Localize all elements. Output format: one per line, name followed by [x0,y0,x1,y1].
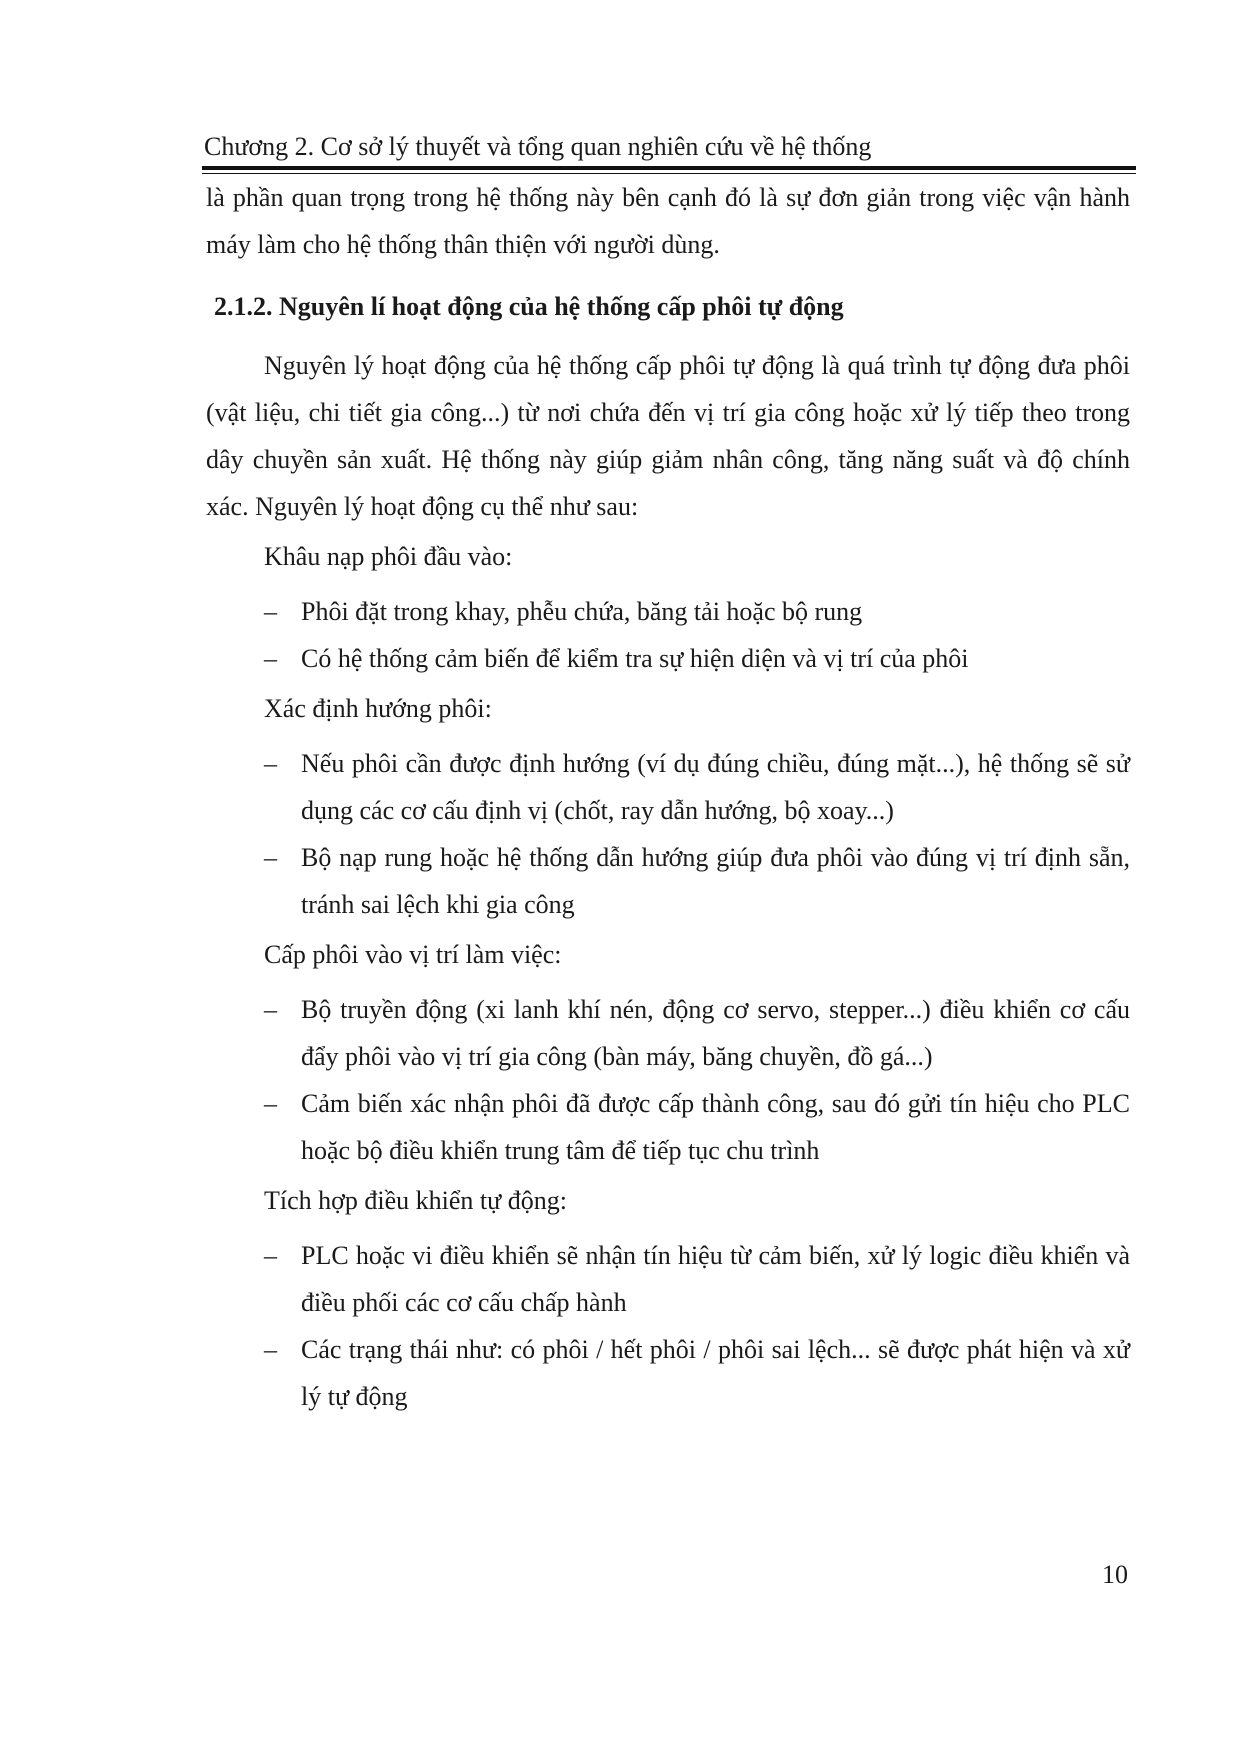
list-item [206,1232,1130,1326]
bullet-list [206,986,1130,1174]
bullet-dash: – [264,1089,277,1118]
intro-paragraph: Nguyên lý hoạt động của hệ thống cấp phôi tự động là quá trình tự động đưa phôi (vật liệu, chi tiết gia công...) từ nơi chứa đến vị trí gia công hoặc xử lý tiếp theo trong dây chuyền sản xuất. Hệ thống này giúp giảm nhân công, tăng năng suất và độ chính xác. Nguyên lý hoạt động cụ thể như sau: [206,351,1130,521]
list-item [206,834,1130,928]
list-item-text: PLC hoặc vi điều khiển sẽ nhận tín hiệu từ cảm biến, xử lý logic điều khiển và điều phối các cơ cấu chấp hành [301,1241,1130,1317]
bullet-dash: – [264,597,277,626]
group-title: Xác định hướng phôi: [264,694,492,723]
list-item [206,635,1130,682]
list-item-text: Phôi đặt trong khay, phễu chứa, băng tải hoặc bộ rung [301,597,863,626]
bullet-list [206,740,1130,928]
list-item [206,1080,1130,1174]
bullet-list [206,588,1130,682]
continuation-paragraph: là phần quan trọng trong hệ thống này bên cạnh đó là sự đơn giản trong việc vận hành máy làm cho hệ thống thân thiện với người dùng. [206,183,1130,259]
group-title: Cấp phôi vào vị trí làm việc: [264,940,562,969]
bullet-dash: – [264,749,277,778]
chapter-header: Chương 2. Cơ sở lý thuyết và tổng quan nghiên cứu về hệ thống [204,132,872,161]
bullet-dash: – [264,843,277,872]
list-item-text: Bộ truyền động (xi lanh khí nén, động cơ servo, stepper...) điều khiển cơ cấu đẩy phôi vào vị trí gia công (bàn máy, băng chuyền, đồ gá...) [301,995,1130,1071]
list-item [206,588,1130,635]
bullet-dash: – [264,1335,277,1364]
list-item-text: Các trạng thái như: có phôi / hết phôi / phôi sai lệch... sẽ được phát hiện và xử lý tự động [301,1335,1130,1411]
section-heading: 2.1.2. Nguyên lí hoạt động của hệ thống cấp phôi tự động [214,292,844,321]
document-page [206,130,1130,1430]
list-item-text: Cảm biến xác nhận phôi đã được cấp thành công, sau đó gửi tín hiệu cho PLC hoặc bộ điều khiển trung tâm để tiếp tục chu trình [301,1089,1130,1165]
page-number: 10 [1102,1560,1128,1589]
list-item-text: Có hệ thống cảm biến để kiểm tra sự hiện diện và vị trí của phôi [301,644,969,673]
group-title: Tích hợp điều khiển tự động: [264,1186,567,1215]
list-item [206,740,1130,834]
list-item [206,1326,1130,1420]
bullet-list [206,1232,1130,1420]
header-rule [202,166,1136,174]
list-item [206,986,1130,1080]
bullet-dash: – [264,995,277,1024]
bullet-dash: – [264,1241,277,1270]
bullet-dash: – [264,644,277,673]
list-item-text: Nếu phôi cần được định hướng (ví dụ đúng chiều, đúng mặt...), hệ thống sẽ sử dụng các cơ cấu định vị (chốt, ray dẫn hướng, bộ xoay...) [301,749,1130,825]
list-item-text: Bộ nạp rung hoặc hệ thống dẫn hướng giúp đưa phôi vào đúng vị trí định sẵn, tránh sai lệch khi gia công [301,843,1130,919]
group-title: Khâu nạp phôi đầu vào: [264,542,513,571]
